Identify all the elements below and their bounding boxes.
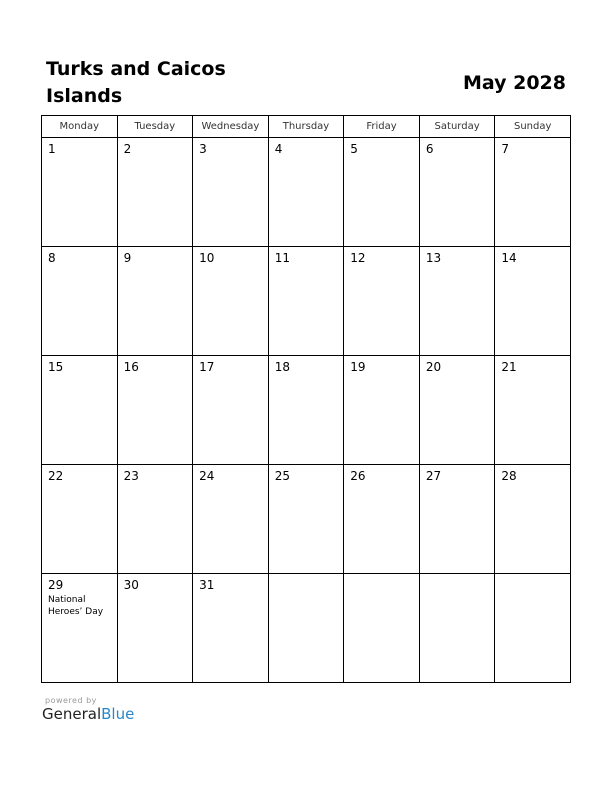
day-cell	[42, 247, 118, 356]
day-number: 31	[199, 578, 215, 592]
day-number: 22	[48, 469, 64, 483]
day-number: 18	[274, 360, 290, 374]
day-cell	[117, 465, 193, 574]
day-number: 8	[48, 251, 56, 265]
week-row	[42, 574, 571, 683]
day-cell	[268, 465, 344, 574]
day-number	[269, 574, 344, 578]
day-number: 2	[123, 142, 132, 156]
day-cell	[193, 465, 269, 574]
country-title: Turks and Caicos Islands	[46, 58, 226, 107]
day-cell	[419, 574, 495, 683]
day-number: 13	[425, 251, 442, 265]
branding-footer	[42, 696, 134, 723]
day-number: 26	[350, 469, 366, 483]
weekday-header: Thursday	[268, 116, 344, 138]
day-cell	[42, 356, 118, 465]
day-number: 30	[123, 578, 139, 592]
weekday-header-row	[42, 116, 571, 138]
day-number: 17	[199, 360, 215, 374]
day-cell	[495, 574, 571, 683]
day-cell	[268, 138, 344, 247]
weekday-header: Friday	[344, 116, 420, 138]
day-cell	[268, 356, 344, 465]
day-number: 23	[123, 469, 139, 483]
day-cell	[193, 356, 269, 465]
day-number: 10	[199, 251, 215, 265]
week-row	[42, 465, 571, 574]
day-cell	[117, 138, 193, 247]
day-number: 12	[350, 251, 366, 265]
day-number	[495, 574, 570, 578]
day-cell	[419, 356, 495, 465]
day-cell	[42, 465, 118, 574]
day-cell	[495, 138, 571, 247]
day-cell	[419, 247, 495, 356]
day-cell	[117, 247, 193, 356]
day-cell	[193, 574, 269, 683]
day-cell	[419, 465, 495, 574]
day-cell	[193, 138, 269, 247]
logo-blue-text: Blue	[101, 705, 135, 723]
calendar-grid	[41, 115, 571, 683]
day-cell	[117, 356, 193, 465]
day-number: 9	[123, 251, 132, 265]
day-number: 5	[350, 142, 358, 156]
day-number: 25	[274, 469, 290, 483]
generalblue-logo[interactable]	[42, 705, 134, 723]
week-row	[42, 247, 571, 356]
day-number: 6	[425, 142, 434, 156]
day-number: 14	[501, 251, 517, 265]
day-number: 29	[48, 578, 64, 592]
day-cell	[495, 247, 571, 356]
day-cell	[117, 574, 193, 683]
day-cell	[193, 247, 269, 356]
day-number: 4	[274, 142, 283, 156]
day-number: 27	[425, 469, 442, 483]
day-number: 15	[48, 360, 64, 374]
day-number: 20	[425, 360, 442, 374]
day-number	[420, 574, 495, 578]
day-cell	[419, 138, 495, 247]
day-cell	[344, 465, 420, 574]
day-number: 11	[274, 251, 290, 265]
day-cell	[344, 138, 420, 247]
day-number: 7	[501, 142, 510, 156]
day-number: 24	[199, 469, 215, 483]
weekday-header: Tuesday	[117, 116, 193, 138]
day-cell	[42, 138, 118, 247]
weekday-header: Sunday	[495, 116, 571, 138]
weekday-header: Monday	[42, 116, 118, 138]
day-number: 1	[48, 142, 56, 156]
weekday-header: Wednesday	[193, 116, 269, 138]
day-number: 16	[123, 360, 139, 374]
day-cell	[495, 465, 571, 574]
week-row	[42, 138, 571, 247]
day-cell	[495, 356, 571, 465]
day-cell	[344, 574, 420, 683]
weekday-header: Saturday	[419, 116, 495, 138]
week-row	[42, 356, 571, 465]
holiday-label: National Heroes’ Day	[48, 595, 104, 617]
day-cell	[268, 574, 344, 683]
day-cell	[344, 247, 420, 356]
day-number	[344, 574, 419, 578]
day-cell	[268, 247, 344, 356]
day-number: 21	[501, 360, 517, 374]
day-number: 3	[199, 142, 207, 156]
day-number: 28	[501, 469, 517, 483]
day-cell	[42, 574, 118, 683]
day-number: 19	[350, 360, 366, 374]
day-cell	[344, 356, 420, 465]
logo-general-text: General	[42, 705, 102, 723]
powered-by-text: powered by	[45, 696, 97, 705]
month-year-title: May 2028	[462, 72, 566, 94]
